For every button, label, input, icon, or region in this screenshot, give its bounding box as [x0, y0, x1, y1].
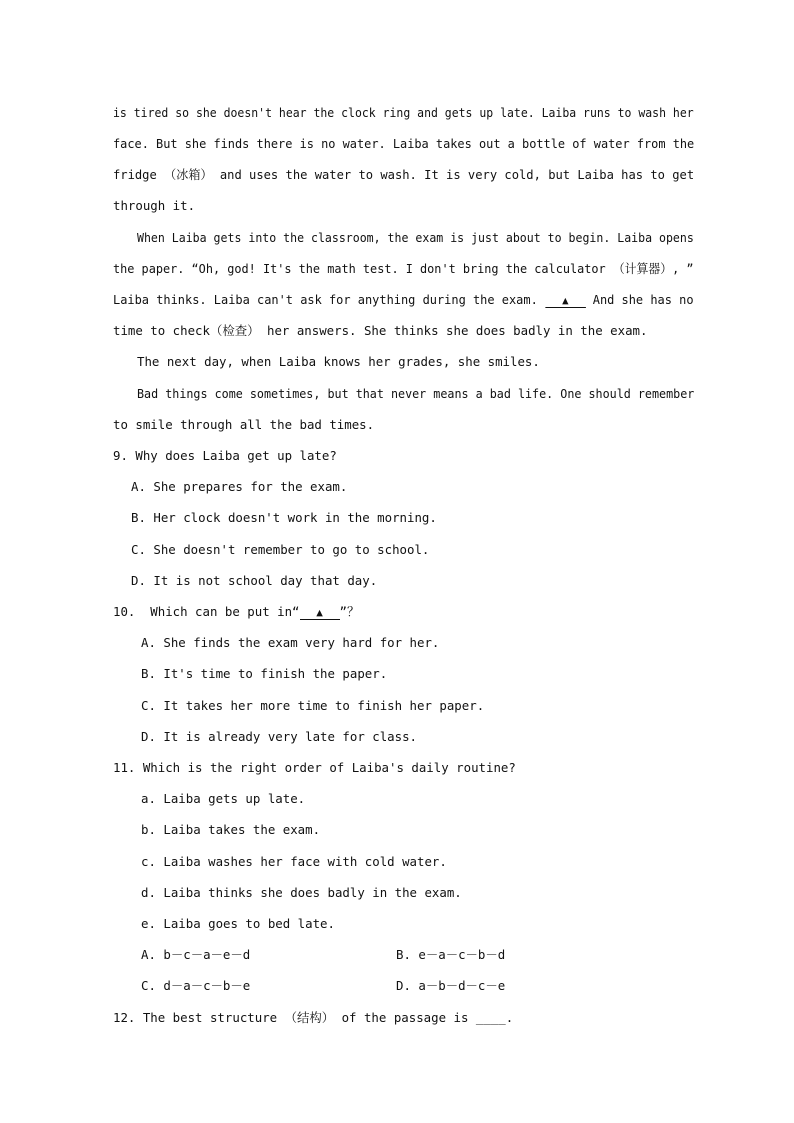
answer-option: A. b－c－a－e－d — [141, 947, 251, 962]
passage-line-with-blank — [113, 292, 694, 308]
passage-line: through it. — [113, 198, 196, 213]
passage-line: time to check（检查） her answers. She thinks she does badly in the exam. — [113, 323, 648, 338]
passage-line: to smile through all the bad times. — [113, 417, 375, 432]
answer-option: D. It is not school day that day. — [131, 573, 378, 588]
passage-line: The next day, when Laiba knows her grades, she smiles. — [137, 354, 540, 369]
passage-line: When Laiba gets into the classroom, the exam is just about to begin. Laiba opens — [137, 230, 694, 245]
passage-line: is tired so she doesn't hear the clock ring and gets up late. Laiba runs to wash her — [113, 105, 694, 120]
answer-blank — [545, 293, 586, 308]
answer-option: A. She prepares for the exam. — [131, 479, 348, 494]
answer-option: B. e－a－c－b－d — [396, 947, 506, 962]
event-item: e. Laiba goes to bed late. — [141, 916, 335, 931]
passage-text: And she has no — [592, 292, 694, 307]
answer-option: C. d－a－c－b－e — [141, 978, 251, 993]
answer-option: D. It is already very late for class. — [141, 729, 418, 744]
question-stem: 9. Why does Laiba get up late? — [113, 448, 337, 463]
answer-option: B. It's time to finish the paper. — [141, 666, 388, 681]
event-item: a. Laiba gets up late. — [141, 791, 306, 806]
triangle-icon: ▲ — [562, 294, 569, 307]
question-text: 10. Which can be put in“ — [113, 604, 300, 619]
event-item: d. Laiba thinks she does badly in the exam. — [141, 885, 462, 900]
question-stem: 12. The best structure （结构） of the passage is ____. — [113, 1010, 514, 1025]
event-item: c. Laiba washes her face with cold water. — [141, 854, 447, 869]
passage-line: the paper. “Oh, god! It's the math test. I don't bring the calculator （计算器）, ” — [113, 261, 694, 276]
answer-option: B. Her clock doesn't work in the morning. — [131, 510, 437, 525]
question-stem — [113, 604, 359, 620]
answer-option: C. She doesn't remember to go to school. — [131, 542, 430, 557]
answer-option: A. She finds the exam very hard for her. — [141, 635, 440, 650]
answer-blank — [300, 605, 340, 620]
question-stem: 11. Which is the right order of Laiba's daily routine? — [113, 760, 516, 775]
triangle-icon: ▲ — [316, 606, 323, 619]
passage-text: Laiba thinks. Laiba can't ask for anything during the exam. — [113, 292, 538, 307]
passage-line: face. But she finds there is no water. Laiba takes out a bottle of water from the — [113, 136, 695, 151]
answer-option: C. It takes her more time to finish her paper. — [141, 698, 485, 713]
answer-option: D. a－b－d－c－e — [396, 978, 506, 993]
passage-line: fridge （冰箱） and uses the water to wash. It is very cold, but Laiba has to get — [113, 167, 695, 182]
event-item: b. Laiba takes the exam. — [141, 822, 321, 837]
question-text: ”？ — [339, 604, 360, 619]
passage-line: Bad things come sometimes, but that never means a bad life. One should remember — [137, 386, 695, 401]
